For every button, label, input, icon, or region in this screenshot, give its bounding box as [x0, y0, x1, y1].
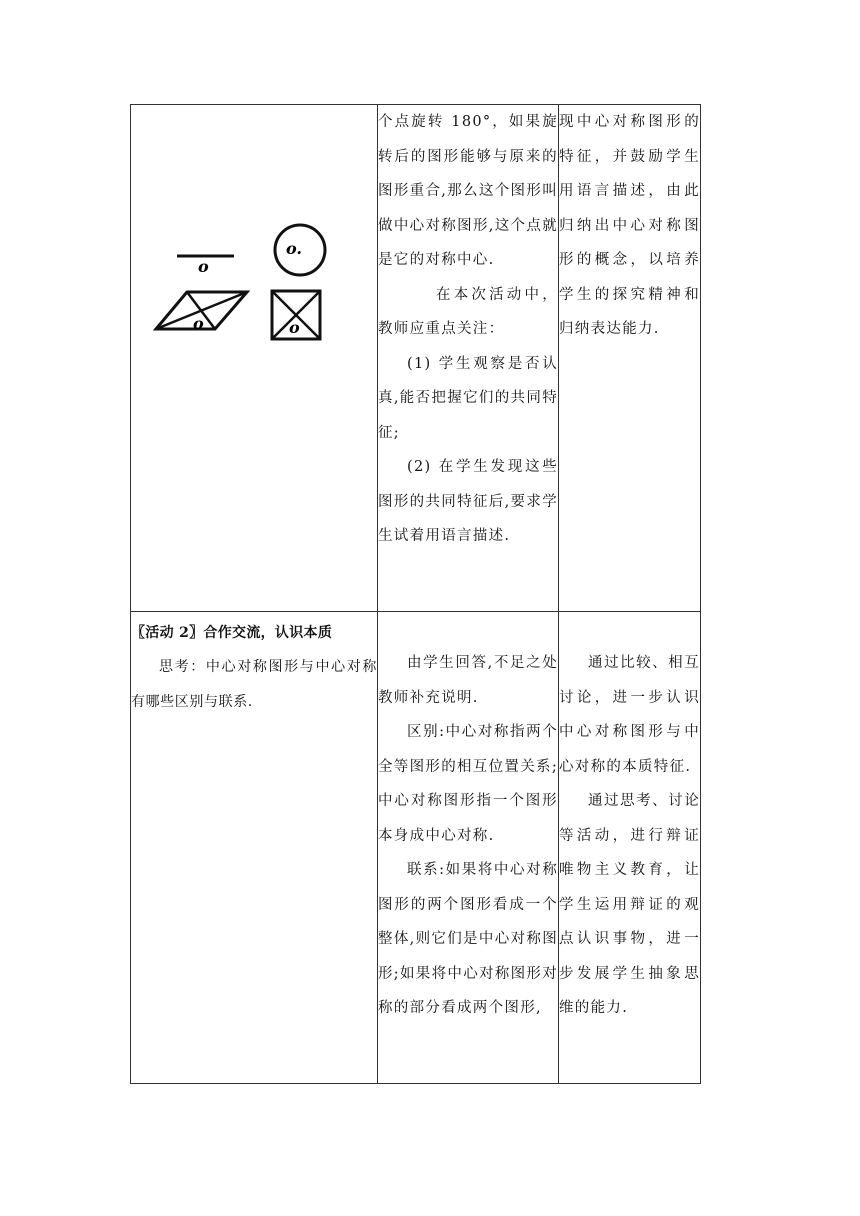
connection-paragraph: 联系:如果将中心对称图形的两个图形看成一个整体,则它们是中心对称图形;如果将中心对称图形对称的部分看成两个图形, [378, 862, 558, 1016]
symmetric-figures-illustration [131, 105, 377, 611]
lesson-plan-table [130, 104, 701, 1084]
design-intent-paragraph-2: 通过思考、讨论等活动，进行辩证唯物主义教育，让学生运用辩证的观点认识事物，进一步发展学生抽象思维的能力. [559, 793, 700, 1016]
design-intent-paragraph: 现中心对称图形的特征，并鼓励学生用语言描述，由此归纳出中心对称图形的概念，以培养学生的探究精神和归纳表达能力. [559, 114, 700, 337]
design-intent-paragraph-1: 通过比较、相互讨论，进一步认识中心对称图形与中心对称的本质特征. [559, 655, 700, 775]
design-intent-cell [559, 105, 701, 612]
activity-question: 思考：中心对称图形与中心对称有哪些区别与联系. [131, 659, 377, 710]
table-row [131, 612, 701, 1084]
focus-point-2: (2) 在学生发现这些图形的共同特征后,要求学生试着用语言描述. [378, 459, 558, 544]
activity-heading: 〖活动 2〗合作交流，认识本质 [131, 625, 333, 641]
figures-cell [131, 105, 378, 612]
design-intent-cell [559, 612, 701, 1084]
parallelogram-center-label: o [193, 314, 204, 333]
square-center-label: o [289, 318, 300, 337]
activity-cell [131, 612, 378, 1084]
definition-paragraph: 个点旋转 180°，如果旋转后的图形能够与原来的图形重合,那么这个图形叫做中心对称图形,这个点就是它的对称中心. [378, 114, 558, 268]
circle-center-label: o. [286, 239, 302, 258]
segment-center-label: o [198, 257, 209, 276]
teaching-notes-cell [378, 105, 559, 612]
teaching-notes-cell [378, 612, 559, 1084]
answer-paragraph: 由学生回答,不足之处教师补充说明. [378, 655, 558, 706]
focus-point-1: (1) 学生观察是否认真,能否把握它们的共同特征; [378, 355, 558, 441]
difference-paragraph: 区别:中心对称指两个全等图形的相互位置关系;中心对称图形指一个图形本身成中心对称. [378, 724, 558, 844]
focus-intro-paragraph: 在本次活动中，教师应重点关注： [378, 286, 558, 337]
table-row [131, 105, 701, 612]
